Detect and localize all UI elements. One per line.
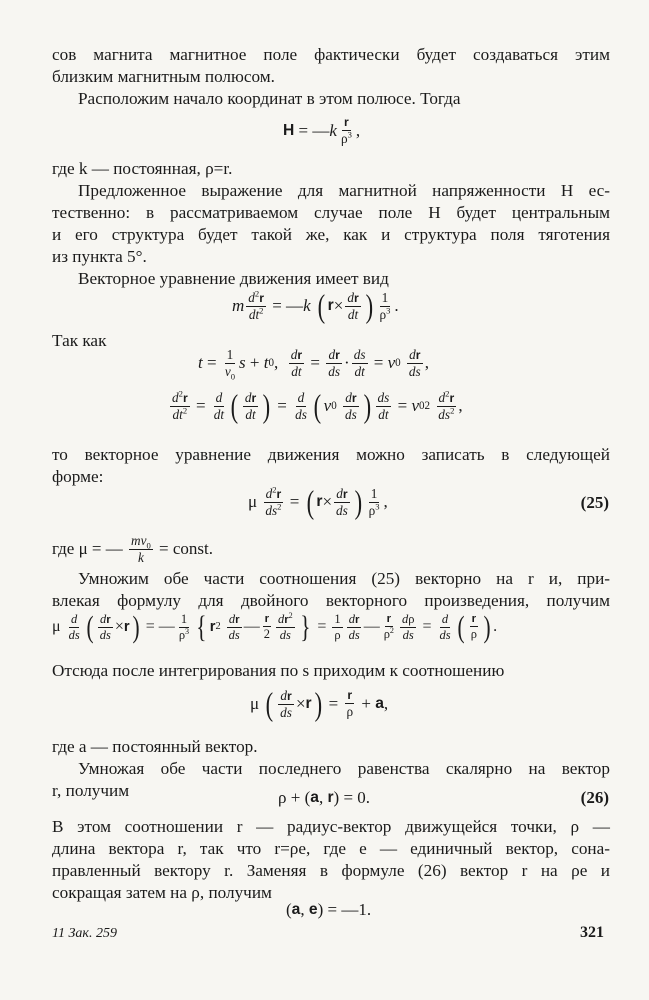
text-line: то векторное уравнение движения можно записать в следующей (52, 445, 610, 464)
text-line: Предложенное выражение для магнитной напряженности H ес- (78, 181, 610, 200)
text-line: В этом соотношении r — радиус-вектор движущейся точки, ρ — (52, 817, 610, 836)
equation-second-derivative: $\frac{d^2r}{dt^2}$ = $\frac{d}{dt}$ ( $\frac{dr}{dt}$ ) = $\frac{d}{ds}$ ( v 0 $\frac{dr}{ds}$ ) $\frac{ds}{dt}$ = v 0 2 $\frac{d^2r}{ds^2}$ , (172, 388, 463, 424)
text-line: r, получим (52, 781, 130, 800)
text-line: сов магнита магнитное поле фактически будет создаваться этим (52, 45, 610, 64)
text-line: где k — постоянная, ρ=r. (52, 159, 233, 178)
text-line: сокращая затем на ρ, получим (52, 883, 272, 902)
text-line: правленный вектору r. Заменяя в формуле (26) вектор r на ρe и (52, 861, 610, 880)
text-line: Умножим обе части соотношения (25) векторно на r и, при- (78, 569, 610, 588)
text-line: Расположим начало координат в этом полюсе. Тогда (78, 89, 461, 108)
text-line: Векторное уравнение движения имеет вид (78, 269, 389, 288)
text-line: где a — постоянный вектор. (52, 737, 258, 756)
text-line: где μ = — $\frac{mv_0}{k}$ = const. (52, 533, 214, 565)
text-line: из пункта 5°. (52, 247, 147, 266)
equation-25: μ $\frac{d^2r}{ds^2}$ = ( r × $\frac{dr}{ds}$ ) $\frac{1}{\rho^3}$ , (248, 484, 388, 520)
text-line: длина вектора r, так что r=ρe, где e — единичный вектор, сона- (52, 839, 610, 858)
text-line: и его структура будет такой же, как и структура поля тяготения (52, 225, 610, 244)
text-line: Так как (52, 331, 107, 350)
text-line: Отсюда после интегрирования по s приходим к соотношению (52, 661, 505, 680)
equation-unit-vector: ( a , e ) = —1. (286, 900, 372, 919)
text-line: тественно: в рассматриваемом случае поле H будет центральным (52, 203, 610, 222)
equation-time-substitution: t = $\frac{1}{v_0}$ s + t 0 , $\frac{dr}{dt}$ = $\frac{dr}{ds}$ · $\frac{ds}{dt}$ = v 0 $\frac{dr}{ds}$ , (198, 347, 429, 382)
equation-h-field: H = — k $\frac{r}{\rho^3}$ , (283, 115, 361, 146)
equation-integral: μ ( $\frac{dr}{ds}$ × r ) = $\frac{r}{\rho}$ + a , (250, 686, 389, 722)
equation-number: (26) (580, 788, 609, 807)
equation-number: (25) (580, 493, 609, 512)
page-number: 321 (580, 924, 604, 941)
text-line: влекая формулу для двойного векторного произведения, получим (52, 591, 610, 610)
equation-motion: m $\frac{d^2r}{dt^2}$ = — k ( r × $\frac{dr}{dt}$ ) $\frac{1}{\rho^3}$ . (232, 288, 399, 324)
text-line: близким магнитным полюсом. (52, 67, 275, 86)
equation-triple-product: μ $\frac{d}{ds}$ ( $\frac{dr}{ds}$ × r ) = — $\frac{1}{\rho^3}$ { r 2 $\frac{dr}{ds}$ — $\frac{r}{2}$ $\frac{dr^2}{ds}$ } = $\frac{1}{\rho}$ $\frac{dr}{ds}$ — $\frac{r}{\rho^2}$ $\frac{d\rho}{ds}$ = $\frac{d}{ds}$ ( $\frac{r}{\rho}$ ) . (52, 610, 498, 644)
text-line: форме: (52, 467, 104, 486)
equation-26: ρ + ( a , r ) = 0. (278, 788, 371, 807)
text-line: Умножая обе части последнего равенства скалярно на вектор (78, 759, 610, 778)
printer-signature: 11 Зак. 259 (52, 926, 117, 941)
